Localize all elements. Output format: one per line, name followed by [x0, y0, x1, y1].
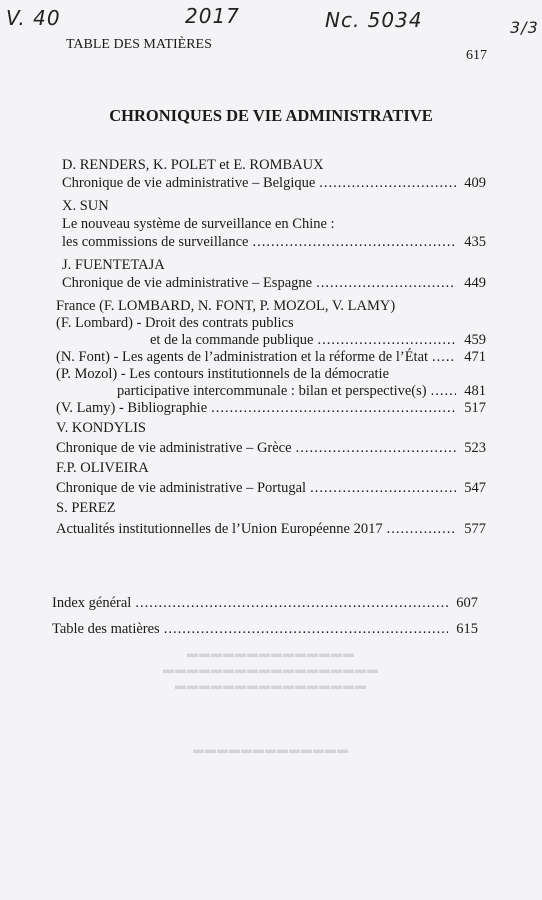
dot-leader	[310, 479, 456, 497]
toc-entry-title: Chronique de vie administrative – Portugal	[56, 480, 307, 496]
dot-leader	[252, 233, 456, 251]
dot-leader	[431, 382, 456, 400]
toc-entry-title: (V. Lamy) - Bibliographie	[56, 400, 208, 416]
dot-leader	[135, 594, 448, 612]
toc-entry[interactable]	[62, 174, 486, 192]
toc-entry-title: (F. Lombard) - Droit des contrats publics	[56, 315, 294, 331]
toc-entry-page: 435	[464, 234, 486, 250]
toc-author: S. PEREZ	[56, 500, 116, 516]
toc-entry-page: 517	[464, 400, 486, 416]
toc-entry-title: (N. Font) - Les agents de l’administration et la réforme de l’État	[56, 349, 429, 365]
toc-entry-title: et de la commande publique	[150, 332, 314, 348]
toc-entry[interactable]	[117, 382, 486, 400]
toc-entry-title: les commissions de surveillance	[62, 234, 249, 250]
toc-entry-page: 615	[456, 621, 478, 637]
show-through-text: ▬▬▬▬▬▬▬▬▬▬▬▬▬▬▬▬	[175, 680, 367, 692]
toc-entry-index[interactable]	[52, 594, 478, 612]
dot-leader	[317, 331, 456, 349]
toc-entry[interactable]	[56, 439, 486, 457]
toc-author: F.P. OLIVEIRA	[56, 460, 149, 476]
toc-entry[interactable]	[56, 520, 486, 538]
toc-entry[interactable]	[62, 233, 486, 251]
show-through-text: ▬▬▬▬▬▬▬▬▬▬▬▬▬▬	[187, 648, 355, 660]
show-through-text: ▬▬▬▬▬▬▬▬▬▬▬▬▬	[193, 744, 349, 756]
toc-entry-title: Chronique de vie administrative – Belgique	[62, 175, 316, 191]
toc-entry[interactable]	[56, 479, 486, 497]
section-title: CHRONIQUES DE VIE ADMINISTRATIVE	[109, 106, 433, 125]
toc-entry-page: 459	[464, 332, 486, 348]
dot-leader	[211, 399, 456, 417]
toc-entry[interactable]	[150, 331, 486, 349]
toc-entry-title: Le nouveau système de surveillance en Chine :	[62, 216, 335, 232]
handwritten-call-number: Nc. 5034	[325, 8, 423, 32]
dot-leader	[164, 620, 448, 638]
toc-entry-title: Chronique de vie administrative – Grèce	[56, 440, 292, 456]
toc-entry-page: 471	[464, 349, 486, 365]
toc-entry-page: 547	[464, 480, 486, 496]
toc-entry-page: 481	[464, 383, 486, 399]
toc-author: J. FUENTETAJA	[62, 257, 165, 273]
toc-entry-title: participative intercommunale : bilan et perspective(s)	[117, 383, 427, 399]
toc-entry-title: Actualités institutionnelles de l’Union Européenne 2017	[56, 521, 383, 537]
toc-author: V. KONDYLIS	[56, 420, 146, 436]
toc-entry-page: 449	[464, 275, 486, 291]
dot-leader	[387, 520, 456, 538]
toc-entry-title: (P. Mozol) - Les contours institutionnels de la démocratie	[56, 366, 390, 382]
show-through-text: ▬▬▬▬▬▬▬▬▬▬▬▬▬▬▬▬▬▬	[163, 664, 379, 676]
dot-leader	[296, 439, 456, 457]
toc-entry[interactable]	[62, 274, 486, 292]
dot-leader	[316, 274, 456, 292]
toc-author: D. RENDERS, K. POLET et E. ROMBAUX	[62, 157, 324, 173]
running-head: TABLE DES MATIÈRES	[66, 37, 212, 52]
toc-author: France (F. LOMBARD, N. FONT, P. MOZOL, V. LAMY)	[56, 298, 396, 314]
toc-entry-page: 523	[464, 440, 486, 456]
handwritten-part: 3/3	[510, 18, 539, 37]
toc-entry-page: 577	[464, 521, 486, 537]
dot-leader	[319, 174, 456, 192]
handwritten-volume: V. 40	[6, 6, 61, 30]
toc-author: X. SUN	[62, 198, 109, 214]
toc-entry[interactable]	[56, 399, 486, 417]
toc-entry-title: Table des matières	[52, 621, 160, 637]
toc-entry[interactable]	[56, 348, 486, 366]
toc-entry-page: 409	[464, 175, 486, 191]
toc-entry-page: 607	[456, 595, 478, 611]
page-number: 617	[466, 48, 487, 63]
toc-entry-title: Chronique de vie administrative – Espagne	[62, 275, 313, 291]
toc-entry-table[interactable]	[52, 620, 478, 638]
handwritten-year: 2017	[185, 4, 240, 28]
dot-leader	[432, 348, 456, 366]
toc-entry-title: Index général	[52, 595, 132, 611]
